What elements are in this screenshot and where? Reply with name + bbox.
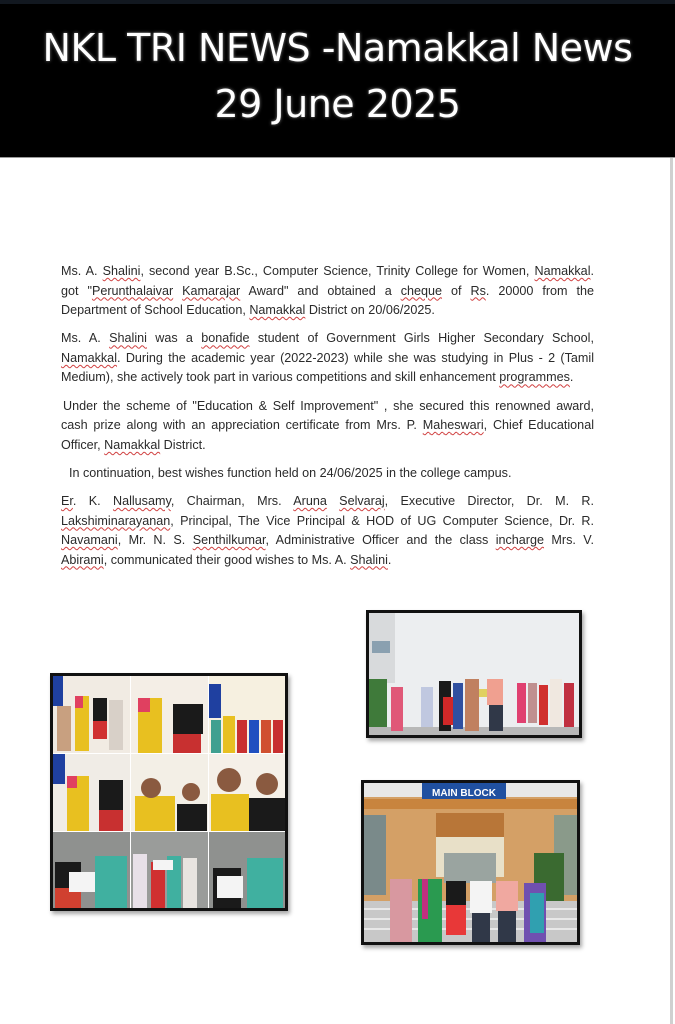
text-run: In continuation, best wishes function held on 24/06/2025 in the college campus. — [69, 465, 512, 480]
text-run: , Executive Director, Dr. M. R. — [384, 493, 594, 508]
text-run: . — [569, 370, 574, 385]
spellcheck-word: Namakkal — [61, 350, 117, 365]
text-run: . 20000 from the Department of School Education, — [61, 283, 594, 318]
spellcheck-word: Shalini — [102, 264, 141, 278]
spellcheck-word: Shalini — [350, 552, 388, 567]
article-body — [61, 262, 594, 579]
news-date: 29 June 2025 — [214, 82, 461, 126]
spellcheck-word: Rs — [470, 283, 486, 298]
spellcheck-word: Nallusamy — [112, 493, 171, 508]
award-collage-photo — [50, 673, 288, 911]
page-edge-shadow — [670, 158, 673, 1024]
spellcheck-word: Abirami — [61, 552, 104, 567]
spellcheck-word: Navamani — [61, 533, 118, 548]
collage-image — [53, 676, 285, 908]
spellcheck-word: Senthilkumar — [192, 533, 266, 548]
main-block-group-photo — [361, 780, 580, 945]
text-run: District. — [160, 437, 206, 452]
text-run: District on 20/06/2025. — [305, 303, 435, 318]
main-block-image — [364, 783, 577, 942]
text-run: , Chairman, Mrs. — [170, 493, 294, 508]
paragraph-background — [61, 329, 594, 388]
spellcheck-word: Maheswari — [422, 418, 484, 433]
text-run: Ms. A. — [61, 331, 110, 346]
spellcheck-word: bonafide — [201, 331, 250, 346]
text-run: Under the scheme of "Education & Self Improvement" , she secured this renowned award, cash prize along with an appreciation certificate from Mrs. P. — [61, 398, 594, 433]
text-run: student of Government Girls Higher Secondary School, — [249, 331, 594, 346]
spellcheck-word: Lakshiminarayanan — [61, 513, 171, 528]
paragraph-wishes — [61, 492, 594, 570]
text-run: . got " — [61, 264, 594, 298]
text-run: , Chief Educational Officer, — [61, 418, 594, 452]
paragraph-award — [61, 262, 594, 321]
spellcheck-word: Namakkal — [249, 303, 306, 318]
text-run: . K. — [72, 493, 113, 508]
spellcheck-word: Selvaraj — [339, 493, 385, 508]
spellcheck-word: Namakkal — [534, 264, 591, 278]
spellcheck-word: Kamarajar — [182, 283, 241, 298]
text-run: . — [387, 552, 392, 567]
text-run — [327, 494, 339, 508]
spellcheck-word: Namakkal — [104, 437, 161, 452]
spellcheck-word: programmes — [499, 370, 570, 385]
spellcheck-word: Shalini — [109, 331, 147, 346]
text-run: , Principal, The Vice Principal & HOD of UG Computer Science, Dr. R. — [170, 513, 594, 528]
text-run: , Mr. N. S. — [117, 533, 193, 548]
text-run: of — [442, 283, 471, 298]
text-run: , second year B.Sc., Computer Science, Trinity College for Women, — [140, 264, 535, 278]
spellcheck-word: Aruna — [293, 493, 327, 508]
spellcheck-word: incharge — [495, 533, 545, 548]
spellcheck-word: Perunthalaivar — [91, 283, 174, 298]
text-run: , communicated their good wishes to Ms. A. — [103, 552, 351, 567]
spellcheck-word: Er — [61, 493, 73, 508]
text-run: Award" and obtained a — [240, 283, 401, 298]
news-header-banner — [0, 4, 675, 158]
text-run: was a — [146, 331, 202, 346]
text-run: Ms. A. — [61, 264, 103, 278]
text-run — [173, 284, 182, 298]
ceremony-image — [369, 613, 579, 735]
text-run: Mrs. V. — [544, 533, 594, 548]
news-title: NKL TRI NEWS -Namakkal News — [42, 26, 633, 70]
text-run: . During the academic year (2022-2023) while she was studying in Plus - 2 (Tamil Medium), she actively took part in various competitions and skill enhancement — [61, 350, 594, 385]
paragraph-function — [61, 464, 594, 484]
main-block-sign: MAIN BLOCK — [432, 788, 496, 799]
award-ceremony-photo — [366, 610, 582, 738]
spellcheck-word: cheque — [400, 283, 443, 298]
text-run: , Administrative Officer and the class — [265, 533, 496, 548]
paragraph-scheme — [61, 397, 594, 456]
